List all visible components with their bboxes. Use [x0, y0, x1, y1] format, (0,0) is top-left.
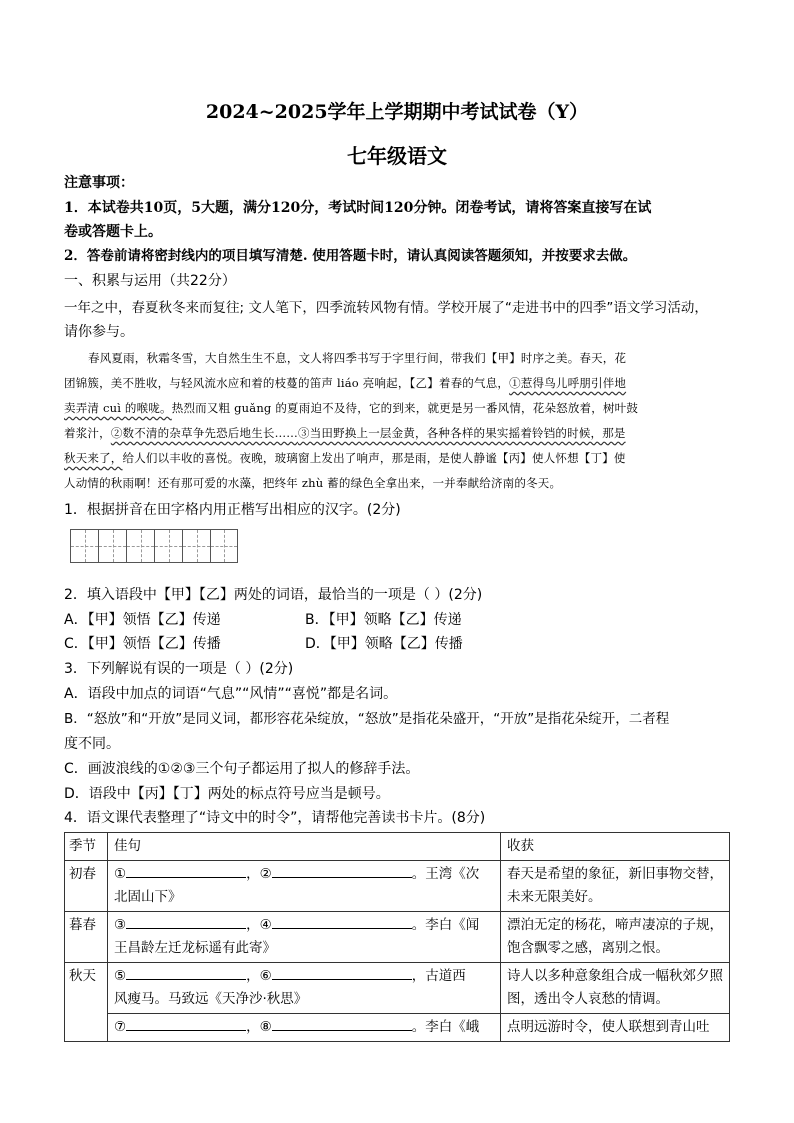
blank-marker: ，⑥ — [246, 968, 272, 984]
question-1: 1．根据拼音在田字格内用正楷写出相应的汉字。(2分) — [64, 502, 401, 518]
passage-line-5 — [64, 446, 734, 471]
question-3-option-b-line-2: 度不同。 — [64, 736, 120, 752]
verse-source: 。李白《峨 — [411, 1019, 480, 1035]
season-cell: 秋天 — [65, 963, 108, 1042]
tianzige-cell[interactable] — [182, 529, 210, 563]
subject-title: 七年级语文 — [347, 144, 447, 168]
gain-cell: 诗人以多种意象组合成一幅秋郊夕照图，透出令人哀愁的情调。 — [501, 963, 730, 1014]
passage-line-1: 春风夏雨，秋霜冬雪，大自然生生不息，文人将四季书写于字里行间，带我们【甲】时序之美。春天，花 — [88, 351, 627, 365]
notes-item-1-line-2: 卷或答题卡上。 — [64, 224, 162, 240]
blank-marker: ⑦ — [114, 1019, 127, 1035]
gain-cell: 点明远游时令，使人联想到青山吐 — [501, 1014, 730, 1042]
tianzige-cell[interactable] — [126, 529, 154, 563]
tianzige-cell[interactable] — [154, 529, 182, 563]
passage-text: 给人们以丰收的喜悦。夜晚，玻璃窗上发出了响声，那是雨，是使人静谧【丙】使人怀想【丁】使 — [122, 451, 626, 465]
question-3-option-b-line-1: B．“怒放”和“开放”是同义词，都形容花朵绽放，“怒放”是指花朵盛开，“开放”是指花朵绽开，二者程 — [64, 711, 670, 727]
verse-source: 。王湾《次 — [411, 866, 480, 882]
gain-cell: 春天是希望的象征，新旧事物交替，未来无限美好。 — [501, 861, 730, 912]
wavy-sentence-1: ①惹得鸟儿呼朋引伴地 — [509, 376, 627, 390]
answer-blank-8[interactable] — [272, 1016, 412, 1031]
blank-marker: ① — [114, 866, 127, 882]
question-3-option-a: A．语段中加点的词语“气息”“风情”“喜悦”都是名词。 — [64, 686, 398, 702]
exam-title: 2024~2025学年上学期期中考试试卷（Y） — [205, 101, 589, 123]
tianzige-grid[interactable] — [70, 529, 238, 565]
question-3-option-c: C．画波浪线的①②③三个句子都运用了拟人的修辞手法。 — [64, 761, 420, 777]
section-1-heading: 一、积累与运用（共22分） — [64, 273, 236, 289]
verse-source: 风瘦马。马致远《天净沙·秋思》 — [114, 991, 308, 1007]
section-1-intro-line-2: 请你参与。 — [64, 324, 134, 340]
passage-text: 团锦簇，美不胜收，与轻风流水应和着的枝蔓的笛声 liáo 亮响起，【乙】着春的气息， — [64, 376, 510, 390]
passage-line-4 — [64, 421, 734, 446]
answer-blank-3[interactable] — [126, 914, 246, 929]
notes-item-2: 2．答卷前请将密封线内的项目填写清楚. 使用答题卡时，请认真阅读答题须知，并按要求去做。 — [64, 248, 637, 264]
poetry-card-table — [64, 832, 730, 1042]
table-row — [65, 912, 730, 963]
verse-cell — [108, 861, 501, 912]
tianzige-cell[interactable] — [70, 529, 98, 563]
question-2-option-b: B．【甲】领略【乙】传递 — [305, 612, 462, 628]
gain-cell: 漂泊无定的杨花，啼声凄凉的子规，饱含飘零之感，离别之恨。 — [501, 912, 730, 963]
verse-source: 北固山下》 — [114, 889, 182, 905]
table-header-row — [65, 833, 730, 861]
header-verse: 佳句 — [108, 833, 501, 861]
answer-blank-5[interactable] — [126, 965, 246, 980]
table-row — [65, 963, 730, 1014]
answer-blank-1[interactable] — [126, 863, 246, 878]
question-2-option-d: D．【甲】领略【乙】传播 — [305, 636, 463, 652]
answer-blank-4[interactable] — [272, 914, 412, 929]
passage-text: 热烈而又粗 guǎng 的夏雨迫不及待，它的到来，就更是另一番风情，花朵怒放着，树叶鼓 — [171, 401, 639, 415]
blank-marker: ，⑧ — [246, 1019, 272, 1035]
answer-blank-6[interactable] — [272, 965, 412, 980]
question-4: 4．语文课代表整理了“诗文中的时令”，请帮他完善读书卡片。(8分) — [64, 810, 486, 826]
notes-item-1-line-1: 1．本试卷共10页，5大题，满分120分，考试时间120分钟。闭卷考试，请将答案直接写在试 — [64, 200, 652, 216]
tianzige-cell[interactable] — [210, 529, 238, 563]
passage-line-2 — [64, 371, 734, 396]
header-season: 季节 — [65, 833, 108, 861]
verse-cell — [108, 963, 501, 1014]
section-1-intro-line-1: 一年之中，春夏秋冬来而复往; 文人笔下，四季流转风物有情。学校开展了“走进书中的四季”语文学习活动， — [64, 300, 708, 316]
wavy-sentence-1-end: 卖弄清 cuì 的喉咙。 — [64, 401, 172, 415]
answer-blank-2[interactable] — [272, 863, 412, 878]
verse-cell — [108, 912, 501, 963]
verse-cell — [108, 1014, 501, 1042]
blank-marker: ，② — [246, 866, 272, 882]
wavy-sentence-2: ②数不清的杂草争先恐后地生长…… — [110, 426, 299, 440]
passage-line-6: 人动情的秋雨啊！还有那可爱的水藻，把终年 zhù 蓄的绿色全拿出来，一并奉献给济南的冬天。 — [64, 476, 562, 490]
question-2-option-a: A．【甲】领悟【乙】传递 — [64, 612, 221, 628]
verse-source: ，古道西 — [411, 968, 466, 984]
passage-line-3 — [64, 396, 734, 421]
table-row — [65, 1014, 730, 1042]
wavy-sentence-3: ③当田野换上一层金黄，各种各样的果实摇着铃铛的时候，那是 — [298, 426, 626, 440]
question-3-option-d: D．语段中【丙】【丁】两处的标点符号应当是顿号。 — [64, 786, 390, 802]
season-cell: 初春 — [65, 861, 108, 912]
answer-blank-7[interactable] — [126, 1016, 246, 1031]
header-gain: 收获 — [501, 833, 730, 861]
passage-text: 着浆汁， — [64, 426, 111, 440]
verse-source: 王昌龄左迁龙标遥有此寄》 — [114, 940, 276, 956]
notes-heading: 注意事项： — [64, 175, 134, 191]
question-3: 3．下列解说有误的一项是（ ）(2分) — [64, 661, 294, 677]
blank-marker: ⑤ — [114, 968, 127, 984]
season-cell: 暮春 — [65, 912, 108, 963]
blank-marker: ，④ — [246, 917, 272, 933]
blank-marker: ③ — [114, 917, 127, 933]
question-2-option-c: C．【甲】领悟【乙】传播 — [64, 636, 221, 652]
question-2: 2．填入语段中【甲】【乙】两处的词语，最恰当的一项是（ ）(2分) — [64, 587, 483, 603]
verse-source: 。李白《闻 — [411, 917, 480, 933]
table-row — [65, 861, 730, 912]
tianzige-cell[interactable] — [98, 529, 126, 563]
wavy-sentence-3-end: 秋天来了， — [64, 451, 123, 465]
